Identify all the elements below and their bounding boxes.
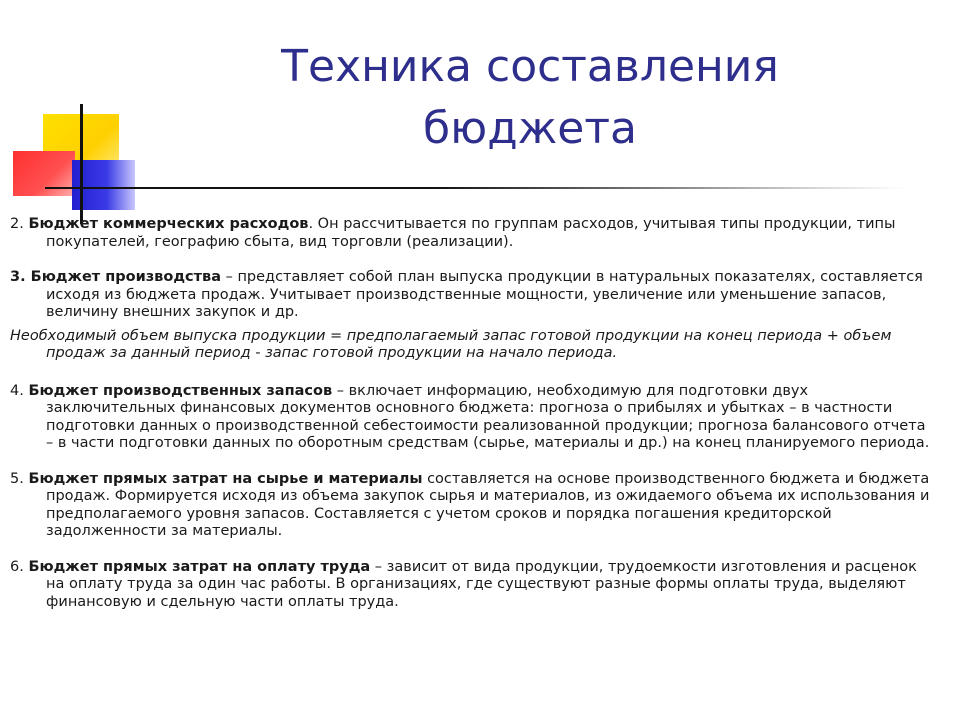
paragraph-number: 3. [10,269,31,285]
paragraph-number: 4. [10,382,29,399]
paragraph-heading: Бюджет прямых затрат на оплату труда [28,558,371,575]
paragraph-number: 6. [10,558,29,575]
paragraph-labor-costs-budget [10,559,930,612]
paragraph-heading: Бюджет производства [30,269,221,285]
paragraph-production-budget [10,269,930,322]
paragraph-number: 2. [10,216,29,232]
paragraph-production-inventory-budget [10,383,930,453]
logo-red-square [13,151,75,196]
slide-title-line-1: Техника составления [281,41,779,92]
formula-text: Необходимый объем выпуска продукции = предполагаемый запас готовой продукции на конец периода + объем продаж за данный период - запас готовой продукции на начало периода. [10,327,892,361]
paragraph-raw-materials-budget [10,471,930,541]
paragraph-heading: Бюджет прямых затрат на сырье и материалы [28,470,423,487]
paragraph-number: 5. [10,470,29,487]
paragraph-text: – зависит от вида продукции, трудоемкости изготовления и расценок на оплату труда за один час работы. В организациях, где существуют разные формы оплаты труда, выделяют финансовую и сдельную части оплаты труда. [46,558,917,610]
paragraph-commercial-expenses-budget [10,216,930,251]
slide-title [200,36,860,160]
slide-title-line-2: бюджета [423,103,637,154]
paragraph-heading: Бюджет производственных запасов [28,382,333,399]
paragraph-heading: Бюджет коммерческих расходов [28,216,309,232]
paragraph-text: составляется на основе производственного бюджета и бюджета продаж. Формируется исходя из объема закупок сырья и материалов, из ожидаемого объема их использования и предполагаемого уровня запасов. Составляется с учетом сроков и порядка погашения кредиторской задолженности за материалы. [46,470,930,539]
paragraph-text: . Он рассчитывается по группам расходов, учитывая типы продукции, типы покупателей, географию сбыта, вид торговли (реализации). [46,216,896,250]
paragraph-text: – представляет собой план выпуска продукции в натуральных показателях, составляется исходя из бюджета продаж. Учитывает производственные мощности, увеличение или уменьшение запасов, величину внешних закупок и др. [46,269,923,320]
paragraph-text: – включает информацию, необходимую для подготовки двух заключительных финансовых документов основного бюджета: прогноза о прибылях и убытках – в частности подготовки данных о производственной себестоимости реализованной продукции; прогноза балансового отчета – в части подготовки данных по оборотным средствам (сырье, материалы и др.) на конец планируемого периода. [46,382,930,451]
title-divider-line [45,187,905,189]
slide-body [10,216,930,629]
production-volume-formula [10,328,930,363]
logo-vertical-line [80,104,83,224]
